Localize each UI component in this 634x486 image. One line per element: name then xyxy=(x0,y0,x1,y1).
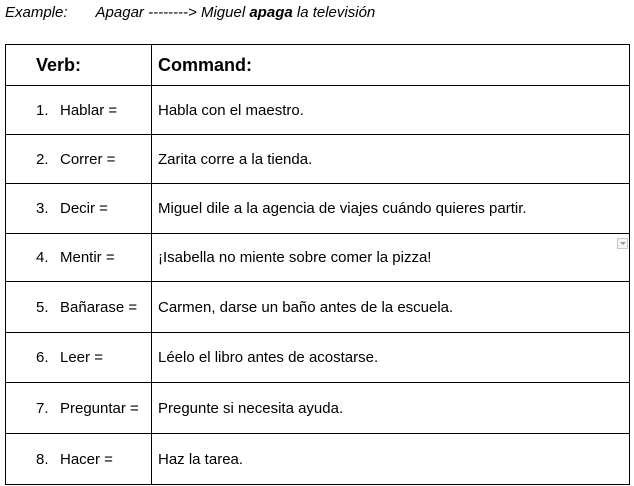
verb-text: Preguntar = xyxy=(60,399,139,417)
verb-column-header: Verb: xyxy=(6,45,152,86)
command-cell[interactable]: Léelo el libro antes de acostarse. xyxy=(152,333,630,383)
verb-cell xyxy=(6,434,152,485)
command-column-header: Command: xyxy=(152,45,630,86)
example-subject: Miguel xyxy=(200,4,246,21)
row-number: 1. xyxy=(36,101,49,119)
command-cell[interactable]: Haz la tarea. xyxy=(152,434,630,485)
row-number: 4. xyxy=(36,249,49,266)
table-row xyxy=(6,184,630,234)
table-row xyxy=(6,86,630,135)
command-cell[interactable]: Miguel dile a la agencia de viajes cuándo quieres partir. xyxy=(152,184,630,234)
row-number: 2. xyxy=(36,150,49,168)
row-number: 5. xyxy=(36,298,49,316)
verb-text: Bañarase = xyxy=(60,298,138,316)
verb-cell xyxy=(6,282,152,333)
table-row xyxy=(6,282,630,333)
verb-cell xyxy=(6,86,152,135)
example-rest: la televisión xyxy=(296,4,376,21)
table-row xyxy=(6,434,630,485)
example-conjugated-verb: apaga xyxy=(249,4,293,21)
verb-cell xyxy=(6,383,152,434)
commands-table xyxy=(5,44,630,485)
command-text: ¡Isabella no miente sobre comer la pizza! xyxy=(158,249,432,266)
command-cell[interactable]: Habla con el maestro. xyxy=(152,86,630,135)
verb-text: Decir = xyxy=(60,200,108,217)
verb-text: Correr = xyxy=(60,150,116,168)
example-line xyxy=(5,4,375,22)
dropdown-arrow-icon[interactable] xyxy=(617,238,628,249)
example-arrow: --------> xyxy=(148,4,197,21)
row-number: 6. xyxy=(36,349,49,366)
verb-text: Hablar = xyxy=(60,101,118,119)
row-number: 8. xyxy=(36,450,49,468)
verb-text: Mentir = xyxy=(60,249,115,266)
table-row xyxy=(6,234,630,282)
table-header-row xyxy=(6,45,630,86)
row-number: 7. xyxy=(36,399,49,417)
row-number: 3. xyxy=(36,200,49,217)
verb-text: Leer = xyxy=(60,349,103,366)
example-verb: Apagar xyxy=(95,4,144,21)
verb-cell xyxy=(6,184,152,234)
example-label: Example: xyxy=(5,4,68,21)
command-cell[interactable]: Pregunte si necesita ayuda. xyxy=(152,383,630,434)
verb-cell xyxy=(6,135,152,184)
verb-cell xyxy=(6,333,152,383)
verb-cell xyxy=(6,234,152,282)
table-row xyxy=(6,383,630,434)
command-cell[interactable]: Zarita corre a la tienda. xyxy=(152,135,630,184)
table-row xyxy=(6,135,630,184)
verb-text: Hacer = xyxy=(60,450,113,468)
command-cell[interactable] xyxy=(152,234,630,282)
table-row xyxy=(6,333,630,383)
command-cell[interactable]: Carmen, darse un baño antes de la escuela. xyxy=(152,282,630,333)
